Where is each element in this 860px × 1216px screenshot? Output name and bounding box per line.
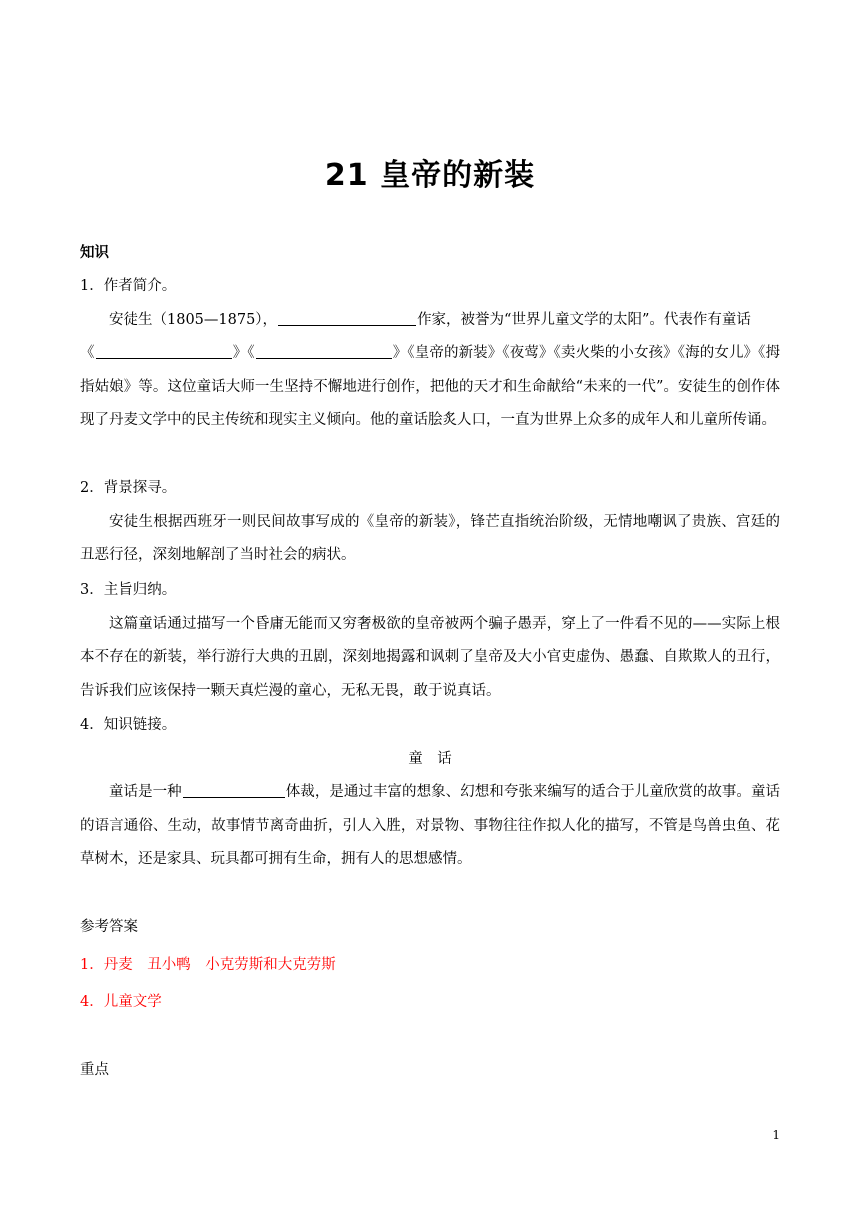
text-run: 安徒生（1805—1875）， xyxy=(109,311,278,328)
fairy-tale-subtitle: 童 话 xyxy=(408,750,452,767)
section-heading-knowledge: 知识 xyxy=(80,244,109,261)
answer-4: 4．儿童文学 xyxy=(80,994,162,1010)
section-heading-key-points: 重点 xyxy=(80,1062,109,1078)
item-author-intro xyxy=(80,270,780,438)
text-run: 《 xyxy=(80,345,95,361)
theme-paragraph: 这篇童话通过描写一个昏庸无能而又穷奢极欲的皇帝被两个骗子愚弄，穿上了一件看不见的——实际上根本不存在的新装，举行游行大典的丑剧，深刻地揭露和讽刺了皇帝及大小官吏虚伪、愚蠢、自欺欺人的丑行，告诉我们应该保持一颗天真烂漫的童心，无私无畏，敢于说真话。 xyxy=(80,615,780,699)
page-title: 21 皇帝的新装 xyxy=(324,158,536,193)
item-heading: 3．主旨归纳。 xyxy=(80,582,177,598)
fill-in-blank xyxy=(183,781,285,798)
page-number: 1 xyxy=(772,1128,780,1142)
text-run: 作家，被誉为“世界儿童文学的太阳”。代表作有童话 xyxy=(417,311,751,328)
text-run: 》《 xyxy=(232,345,255,361)
item-heading: 1．作者简介。 xyxy=(80,278,177,294)
answer-heading: 参考答案 xyxy=(80,919,138,935)
author-paragraph-cont xyxy=(80,337,780,438)
fill-in-blank xyxy=(96,342,232,359)
answer-section xyxy=(80,911,780,1020)
item-heading: 2．背景探寻。 xyxy=(80,480,177,496)
fill-in-blank xyxy=(256,342,392,359)
fill-in-blank xyxy=(278,309,416,326)
item-background xyxy=(80,472,780,573)
background-paragraph: 安徒生根据西班牙一则民间故事写成的《皇帝的新装》，锋芒直指统治阶级，无情地嘲讽了贵族、宫廷的丑恶行径，深刻地解剖了当时社会的病状。 xyxy=(80,513,780,563)
answer-1: 1．丹麦 丑小鸭 小克劳斯和大克劳斯 xyxy=(80,956,336,973)
item-knowledge-link xyxy=(80,709,780,877)
text-run: 童话是一种 xyxy=(109,784,182,800)
text-run: 》《皇帝的新装》《夜莺》《卖火柴的小女孩》《海的女儿》《拇指姑娘》等。这位童话大师一生坚持不懈地进行创作，把他的天才和生命献给“未来的一代”。安徒生的创作体现了丹麦文学中的民主传统和现实主义倾向。他的童话脍炙人口，一直为世界上众多的成年人和儿童所传诵。 xyxy=(80,345,781,428)
item-theme xyxy=(80,574,780,708)
item-heading: 4．知识链接。 xyxy=(80,717,177,733)
fairy-tale-paragraph xyxy=(80,776,780,877)
author-paragraph xyxy=(80,304,780,338)
text-run: 体裁，是通过丰富的想象、幻想和夸张来编写的适合于儿童欣赏的故事。童话的语言通俗、生动，故事情节离奇曲折，引人入胜，对景物、事物往往作拟人化的描写，不管是鸟兽虫鱼、花草树木，还是家具、玩具都可拥有生命，拥有人的思想感情。 xyxy=(80,784,781,867)
